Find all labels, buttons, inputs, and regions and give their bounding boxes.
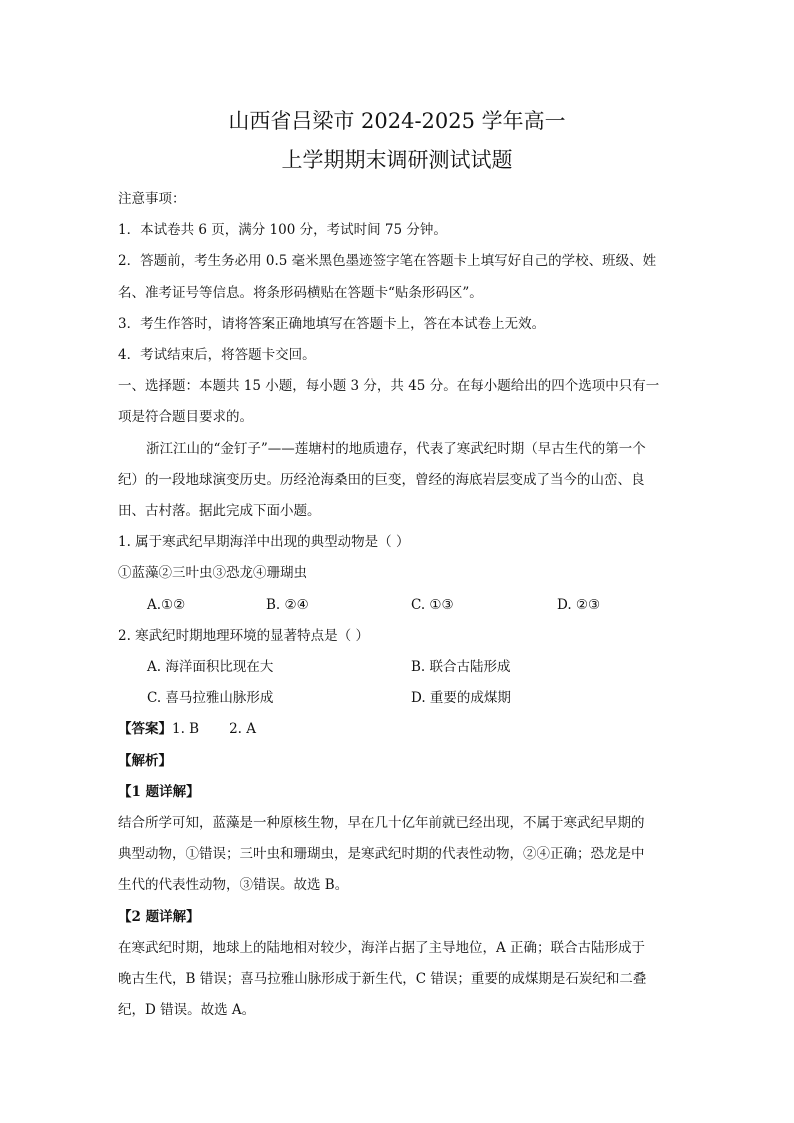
option-c: C. ①③ bbox=[411, 596, 454, 613]
analysis-heading: 【解析】 bbox=[118, 752, 172, 769]
question-2-options-row-2 bbox=[118, 683, 678, 714]
section-heading: 一、选择题：本题共 15 小题，每小题 3 分，共 45 分。在每小题给出的四个选项中只有一 bbox=[118, 378, 660, 395]
option-c: C. 喜马拉雅山脉形成 bbox=[147, 690, 274, 707]
answer-line bbox=[118, 714, 678, 745]
notice-item: 2．答题前，考生务必用 0.5 毫米黑色墨迹签字笔在答题卡上填写好自己的学校、班级、姓 bbox=[118, 253, 657, 270]
passage-line: 浙江江山的“金钉子”——莲塘村的地质遗存，代表了寒武纪时期（早古生代的第一个 bbox=[146, 440, 646, 457]
detail-2-line: 纪，D 错误。故选 A。 bbox=[118, 1002, 256, 1019]
answer-label: 【答案】 bbox=[118, 721, 172, 738]
notice-item: 3．考生作答时，请将答案正确地填写在答题卡上，答在本试卷上无效。 bbox=[118, 315, 546, 332]
answer-2: 2. A bbox=[229, 721, 257, 738]
option-d: D. ②③ bbox=[557, 596, 601, 613]
option-a: A.①② bbox=[147, 596, 186, 613]
detail-2-line: 在寒武纪时期，地球上的陆地相对较少，海洋占据了主导地位，A 正确；联合古陆形成于 bbox=[118, 939, 646, 956]
question-1-options bbox=[118, 590, 678, 621]
option-a: A. 海洋面积比现在大 bbox=[147, 659, 274, 676]
detail-1-line: 典型动物，①错误；三叶虫和珊瑚虫，是寒武纪时期的代表性动物，②④正确；恐龙是中 bbox=[118, 846, 645, 863]
passage-line: 纪）的一段地球演变历史。历经沧海桑田的巨变，曾经的海底岩层变成了当今的山峦、良 bbox=[118, 471, 645, 488]
detail-1-line: 结合所学可知，蓝藻是一种原核生物，早在几十亿年前就已经出现，不属于寒武纪早期的 bbox=[118, 815, 645, 832]
question-1-stem: 1. 属于寒武纪早期海洋中出现的典型动物是（ ） bbox=[118, 534, 410, 551]
option-b: B. ②④ bbox=[266, 596, 309, 613]
question-1-choices: ①蓝藻②三叶虫③恐龙④珊瑚虫 bbox=[118, 565, 307, 582]
document-body bbox=[118, 184, 678, 1026]
detail-2-heading: 【2 题详解】 bbox=[118, 908, 200, 925]
notice-heading: 注意事项： bbox=[118, 191, 186, 207]
option-d: D. 重要的成煤期 bbox=[411, 690, 511, 707]
detail-1-line: 生代的代表性动物，③错误。故选 B。 bbox=[118, 877, 349, 894]
notice-item: 4．考试结束后，将答题卡交回。 bbox=[118, 347, 316, 364]
section-heading-cont: 项是符合题目要求的。 bbox=[118, 409, 253, 426]
detail-2-line: 晚古生代，B 错误；喜马拉雅山脉形成于新生代，C 错误；重要的成煤期是石炭纪和二叠 bbox=[118, 971, 647, 988]
answer-1: 1. B bbox=[172, 721, 200, 738]
question-2-options-row-1 bbox=[118, 652, 678, 683]
document-title-line-1: 山西省吕梁市 2024-2025 学年高一 bbox=[228, 109, 566, 133]
document-title-line-2: 上学期期末调研测试试题 bbox=[281, 148, 513, 172]
question-2-stem: 2. 寒武纪时期地理环境的显著特点是（ ） bbox=[118, 627, 369, 644]
option-b: B. 联合古陆形成 bbox=[411, 659, 511, 676]
passage-line: 田、古村落。据此完成下面小题。 bbox=[118, 503, 321, 520]
detail-1-heading: 【1 题详解】 bbox=[118, 783, 200, 800]
notice-item: 1．本试卷共 6 页，满分 100 分，考试时间 75 分钟。 bbox=[118, 222, 447, 239]
notice-item: 名、准考证号等信息。将条形码横贴在答题卡“贴条形码区”。 bbox=[118, 284, 483, 301]
